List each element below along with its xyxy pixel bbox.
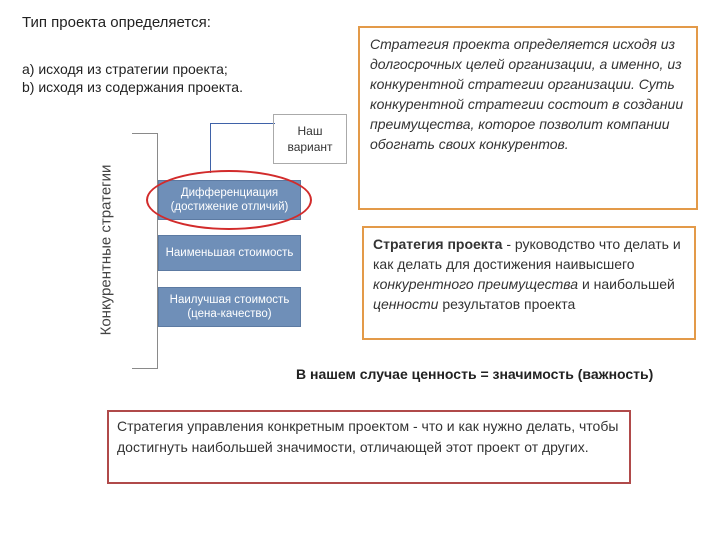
competitive-strategies-label-container <box>80 135 132 365</box>
competitive-strategies-label: Конкурентные стратегии <box>97 164 115 336</box>
our-option-line: вариант <box>287 140 333 154</box>
highlight-oval <box>146 170 312 230</box>
definition-term: Стратегия проекта <box>373 236 503 252</box>
box-line: (цена-качество) <box>187 308 272 320</box>
connector-line-horizontal <box>210 123 275 124</box>
box-line: Дифференциация <box>180 187 279 199</box>
box-line: Наилучшая стоимость <box>169 294 290 306</box>
definition-text: - руководство что делать и как делать для достижения наивысшего <box>373 236 681 272</box>
box-line: Наименьшая стоимость <box>165 247 294 259</box>
our-option-line: Наш <box>297 124 323 138</box>
strategy-note-box: Стратегия проекта определяется исходя из долгосрочных целей организации, а именно, из конкурентной стратегии организации. Суть конкурентной стратегии состоит в создании преимущества, которое позволит компании обогнать своих конкурентов. <box>358 26 698 210</box>
list-item <box>22 78 243 96</box>
management-note-box: Стратегия управления конкретным проектом - что и как нужно делать, чтобы достигнуть наибольшей значимости, отличающей этот проект от других. <box>107 410 631 484</box>
list-marker: b) <box>22 79 35 95</box>
list-marker: a) <box>22 61 35 77</box>
connector-line-vertical <box>210 123 211 173</box>
strategy-box-lowest-cost <box>158 235 301 271</box>
group-bracket <box>132 133 158 369</box>
strategy-box-best-cost <box>158 287 301 327</box>
page-title: Тип проекта определяется: <box>22 14 211 31</box>
definition-text: и наибольшей <box>578 276 675 292</box>
list-text: исходя из содержания проекта. <box>38 79 243 95</box>
definition-text: результатов проекта <box>438 296 576 312</box>
list-text: исходя из стратегии проекта; <box>38 61 228 77</box>
definition-box <box>362 226 696 340</box>
definition-emphasis: конкурентного преимущества <box>373 276 579 292</box>
our-option-callout <box>273 114 347 164</box>
definition-emphasis: ценности <box>373 296 439 312</box>
list-item <box>22 60 243 78</box>
box-line: (достижение отличий) <box>170 201 289 213</box>
options-list <box>22 60 243 96</box>
value-statement: В нашем случае ценность = значимость (важность) <box>296 366 654 382</box>
